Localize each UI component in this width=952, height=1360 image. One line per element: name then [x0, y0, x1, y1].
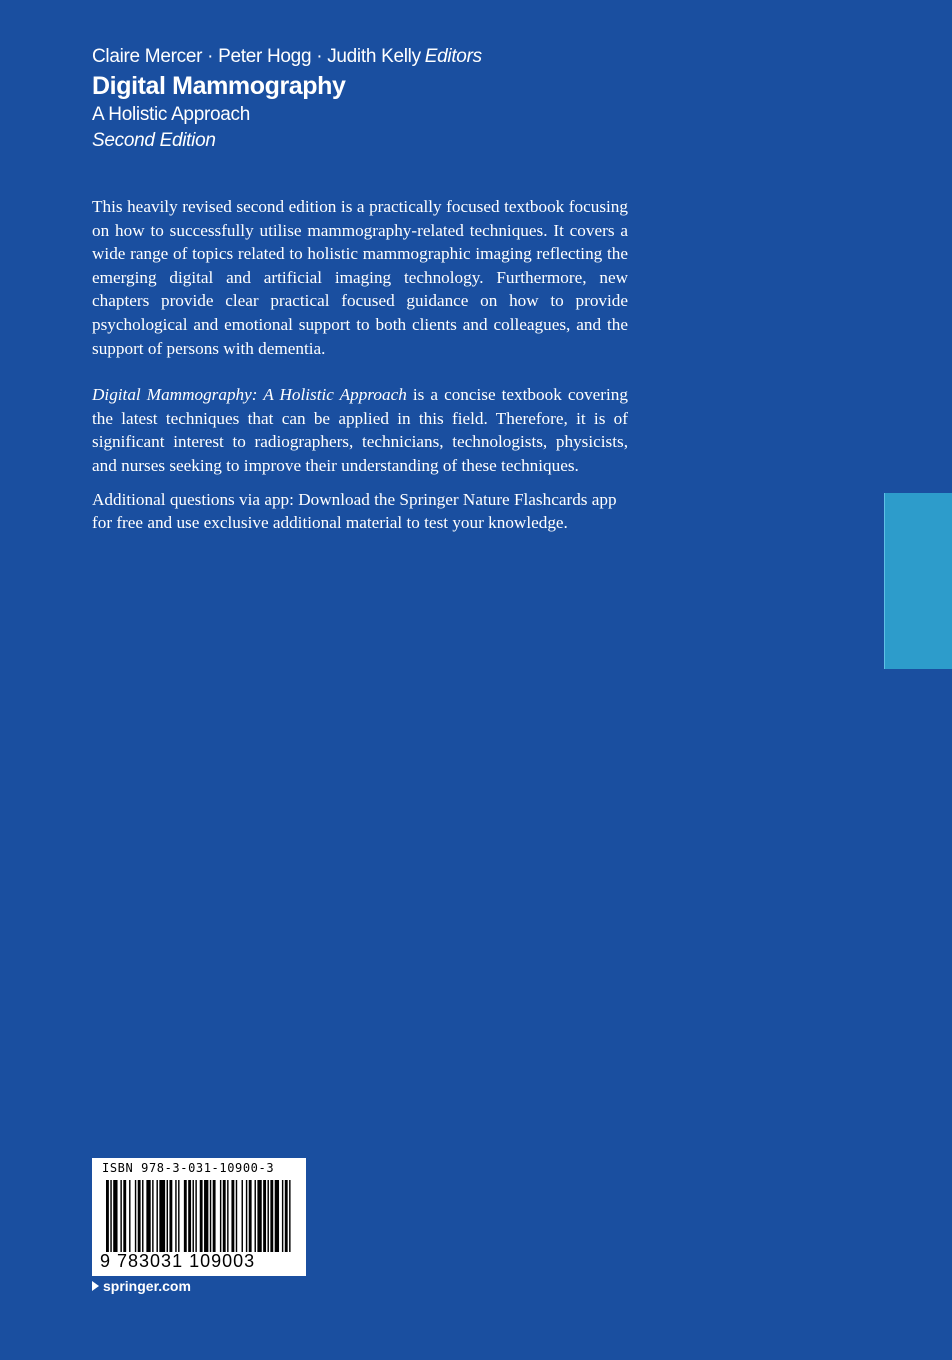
description-paragraph-1: This heavily revised second edition is a practically focused textbook focusing on how to successfully utilise mammography-related techniques. It covers a wide range of topics related to holistic mammographic imaging reflecting the emerging digital and artificial imaging technology. Furthermore, new chapters provide clear practical focused guidance on how to provide psychological and emotional support to both clients and colleagues, and the support of persons with dementia.	[92, 197, 628, 358]
isbn-barcode	[92, 1158, 306, 1276]
cover-header	[92, 42, 482, 153]
description-paragraph-2-rest: is a concise textbook covering the latest techniques that can be applied in this field. Therefore, it is of significant interest to radiographers, technicians, technologists, physicists, and nurses seeking to improve their understanding of these techniques.	[92, 385, 628, 475]
springer-link[interactable]	[92, 1278, 191, 1294]
barcode-bars	[106, 1180, 292, 1252]
editors-role: Editors	[424, 46, 482, 67]
book-title-italic: Digital Mammography: A Holistic Approach	[92, 385, 407, 405]
side-color-tab	[884, 493, 952, 669]
book-edition: Second Edition	[92, 130, 216, 151]
editors-line	[92, 42, 482, 72]
triangle-right-icon	[92, 1281, 99, 1291]
description-paragraph-2	[92, 383, 628, 477]
springer-link-label: springer.com	[103, 1278, 191, 1294]
description-block	[92, 195, 628, 535]
book-title: Digital Mammography	[92, 72, 346, 100]
book-subtitle: A Holistic Approach	[92, 104, 250, 125]
description-paragraph-3: Additional questions via app: Download the Springer Nature Flashcards app for free and use exclusive additional material to test your knowledge.	[92, 489, 617, 533]
isbn-label: ISBN 978-3-031-10900-3	[102, 1161, 275, 1175]
editors-names: Claire Mercer · Peter Hogg · Judith Kelly	[92, 46, 421, 67]
barcode-digits: 9 783031 109003	[100, 1251, 256, 1271]
